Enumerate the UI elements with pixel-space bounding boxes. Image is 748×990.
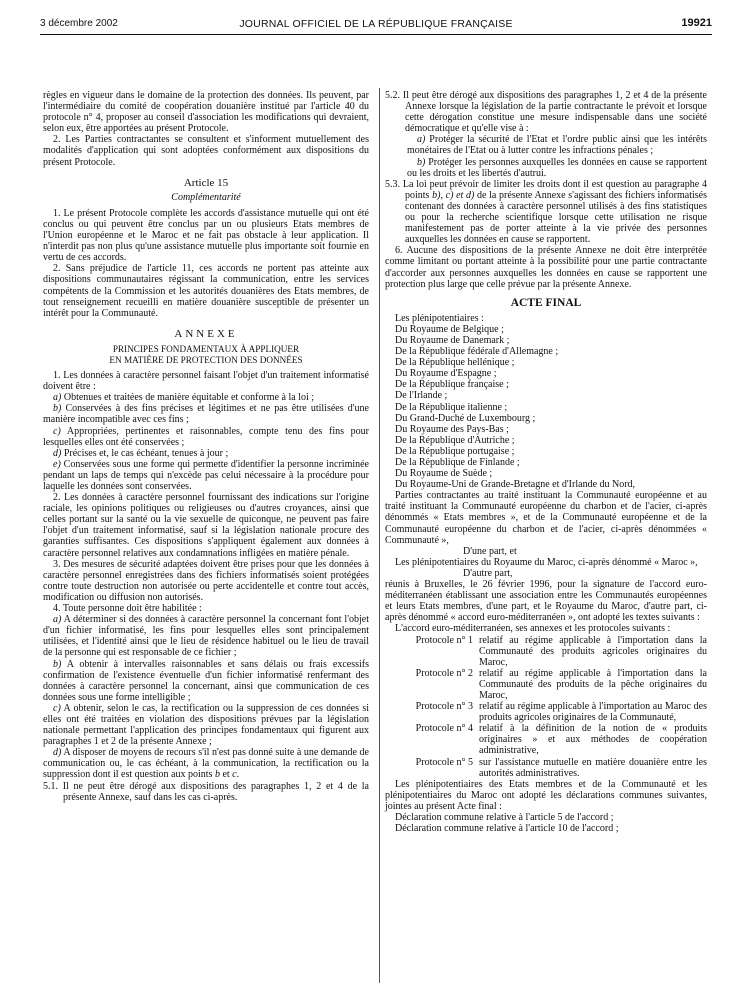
declaration-list xyxy=(385,812,707,834)
list-item: d) Précises et, le cas échéant, tenues à jour ; xyxy=(53,447,229,459)
list-item: e) Conservées sous une forme qui permette d'identifier la personne incriminée pendant un laps de temps qui n'excède pas celui nécessaire à la procédure pour laquelle les données sont conservées. xyxy=(43,458,369,492)
page-header xyxy=(40,16,712,32)
protocol-text: relatif au régime applicable à l'importation au Maroc des produits agricoles originaires de la Communauté, xyxy=(479,701,707,724)
issue-date: 3 décembre 2002 xyxy=(40,18,118,29)
paragraph: Les plénipotentiaires : xyxy=(395,312,484,324)
annex-heading: ANNEXE xyxy=(174,327,238,340)
state-item: De la République hellénique ; xyxy=(395,357,515,369)
protocol-text: relatif au régime applicable à l'importation dans la Communauté des produits agricoles originaires du Maroc, xyxy=(479,634,707,668)
state-item: De la République portugaise ; xyxy=(395,445,515,457)
paragraph: 6. Aucune des dispositions de la présente Annexe ne doit être interprétée comme limitant ou portant atteinte à la possibilité pour une partie contractante d'accorder aux personnes auxquelles les données en cause se rapportent une protection plus large que celle prévue par la présente Annexe. xyxy=(385,245,707,290)
paragraph: L'accord euro-méditerranéen, ses annexes et les protocoles suivants : xyxy=(395,623,671,635)
protocol-label: Protocole n° 4 xyxy=(415,723,473,735)
list-item: c) Appropriées, pertinentes et raisonnables, compte tenu des fins pour lesquelles elles ont été conservées ; xyxy=(43,425,369,448)
protocol-label: Protocole n° 5 xyxy=(415,756,473,768)
paragraph: 2. Les Parties contractantes se consultent et s'informent mutuellement des modalités d'application qui sont adoptées conformément aux dispositions du présent Protocole. xyxy=(43,134,369,168)
state-item: Du Grand-Duché de Luxembourg ; xyxy=(395,412,536,424)
article-subtitle: Complémentarité xyxy=(171,191,241,203)
state-item: De la République française ; xyxy=(395,379,509,391)
state-item: De la République de Finlande ; xyxy=(395,457,520,468)
protocol-label: Protocole n° 1 xyxy=(415,634,473,646)
protocol-item xyxy=(385,701,707,723)
paragraph: 5.2. Il peut être dérogé aux dispositions des paragraphes 1, 2 et 4 de la présente Annexe lorsque la législation de la partie contractante le prévoit et lorsque cette dérogation constitue une mesure indispensable dans une société démocratique et qu'elle vise à : xyxy=(385,90,707,135)
paragraph: 2. Sans préjudice de l'article 11, ces accords ne portent pas atteinte aux dispositions communautaires régissant la communication, entre les services compétents de la Commission et les autorités douanières des Etats membres, de tout renseignement recueilli en matière douanière susceptible de présenter un intérêt pour la Communauté. xyxy=(43,263,369,319)
state-item: De la République fédérale d'Allemagne ; xyxy=(395,346,559,358)
protocol-text: sur l'assistance mutuelle en matière douanière entre les autorités administratives. xyxy=(479,756,707,779)
journal-title: JOURNAL OFFICIEL DE LA RÉPUBLIQUE FRANÇAISE xyxy=(239,18,513,30)
paragraph: Les plénipotentiaires du Royaume du Maroc, ci-après dénommé « Maroc », xyxy=(395,556,698,568)
protocol-item xyxy=(385,757,707,779)
state-item: Du Royaume d'Espagne ; xyxy=(395,368,497,380)
paragraph: 4. Toute personne doit être habilitée : xyxy=(53,603,202,615)
paragraph: 1. Le présent Protocole complète les accords d'assistance mutuelle qui ont été conclus ou qui peuvent être conclus par un ou plusieurs Etats membres de l'Union européenne et le Maroc et ne fait pas obstacle à leur application. Il n'interdit pas non plus qu'une assistance mutuelle plus importante soit fournie en vertu de ces accords. xyxy=(43,207,369,264)
protocol-list xyxy=(385,635,707,779)
list-item: a) Obtenues et traitées de manière équitable et conforme à la loi ; xyxy=(53,392,315,404)
paragraph: Les plénipotentiaires des Etats membres et de la Communauté et les plénipotentiaires du Maroc ont adopté les déclarations communes suivantes, jointes au présent Acte final : xyxy=(385,778,707,812)
declaration-item: Déclaration commune relative à l'article 5 de l'accord ; xyxy=(395,812,614,823)
annex-title-line1: PRINCIPES FONDAMENTAUX À APPLIQUER xyxy=(112,343,300,354)
protocol-label: Protocole n° 2 xyxy=(415,667,473,679)
annex-title-line2: EN MATIÈRE DE PROTECTION DES DONNÉES xyxy=(109,354,303,365)
paragraph: 2. Les données à caractère personnel fournissant des indications sur l'origine raciale, les opinions politiques ou religieuses ou d'autres croyances, ainsi que celles portant sur la santé ou la vie sexuelle de quiconque, ne peuvent pas faire l'objet d'un traitement informatisé, sauf si la législation nationale procure des garanties suffisantes. Ces dispositions s'appliquent également aux données à caractère personnel relatives aux condamnations infligées en matière pénale. xyxy=(43,492,369,559)
list-item: b) A obtenir à intervalles raisonnables et sans délais ou frais excessifs confirmation de l'existence éventuelle d'un fichier informatisé renfermant des données à caractère personnel la concernant, ainsi que communication de ces données sous une forme intelligible ; xyxy=(43,658,369,703)
column-separator xyxy=(379,88,380,983)
state-item: Du Royaume de Belgique ; xyxy=(395,323,504,335)
paragraph: 1. Les données à caractère personnel faisant l'objet d'un traitement informatisé doivent être : xyxy=(43,370,369,393)
state-item: De l'Irlande ; xyxy=(395,390,448,402)
list-item: a) Protéger la sécurité de l'Etat et l'ordre public ainsi que les intérêts monétaires de l'Etat ou à lutter contre les infractions pénales ; xyxy=(407,134,707,157)
protocol-item xyxy=(385,635,707,668)
list-item: c) A obtenir, selon le cas, la rectification ou la suppression de ces données si elles ont été traitées en violation des dispositions prévues par la législation nationale permettant l'application des principes fondamentaux qui figurent aux paragraphes 1 et 2 de la présente Annexe ; xyxy=(43,702,369,748)
protocol-label: Protocole n° 3 xyxy=(415,701,473,713)
right-column xyxy=(385,90,707,834)
protocol-item xyxy=(385,668,707,701)
paragraph: D'autre part, xyxy=(463,567,513,579)
state-item: Du Royaume-Uni de Grande-Bretagne et d'Irlande du Nord, xyxy=(395,479,636,491)
section-heading: ACTE FINAL xyxy=(510,296,582,309)
state-item: De la République italienne ; xyxy=(395,401,508,413)
left-column xyxy=(43,90,369,803)
state-item: Du Royaume de Suède ; xyxy=(395,468,493,480)
paragraph: Parties contractantes au traité instituant la Communauté européenne et au traité instituant la Communauté européenne du charbon et de l'acier, ci-après dénommés « Etats membres », et de la Communauté européenne et de la Communauté européenne du charbon et de l'acier, ci-après dénommées « Communauté », xyxy=(385,490,707,546)
declaration-item: Déclaration commune relative à l'article 10 de l'accord ; xyxy=(395,823,619,835)
page-number: 19921 xyxy=(681,17,712,29)
paragraph: 5.1. Il ne peut être dérogé aux dispositions des paragraphes 1, 2 et 4 de la présente Annexe, sauf dans les cas ci-après. xyxy=(43,780,369,803)
state-item: Du Royaume des Pays-Bas ; xyxy=(395,423,509,435)
paragraph: D'une part, et xyxy=(463,545,517,557)
state-item: Du Royaume de Danemark ; xyxy=(395,334,510,346)
protocol-item xyxy=(385,723,707,756)
article-heading: Article 15 xyxy=(183,176,229,189)
state-list xyxy=(385,324,707,490)
paragraph: 3. Des mesures de sécurité adaptées doivent être prises pour que les données à caractère personnel enregistrées dans des fichiers informatisés soient protégées contre toute destruction non autorisée ou perte accidentelle et contre tout accès, modification ou diffusion non autorisés. xyxy=(43,558,369,603)
list-item: b) Conservées à des fins précises et légitimes et ne pas être utilisées d'une manière incompatible avec ces fins ; xyxy=(43,403,369,426)
header-rule xyxy=(40,34,712,35)
list-item: b) Protéger les personnes auxquelles les données en cause se rapportent ou les droits et les libertés d'autrui. xyxy=(407,156,707,179)
list-item: d) A disposer de moyens de recours s'il n'est pas donné suite à une demande de communication ou, le cas échéant, à la communication, la rectification ou la suppression dont il est question aux points b et c. xyxy=(43,747,369,781)
paragraph: règles en vigueur dans le domaine de la protection des données. Ils peuvent, par l'intermédiaire du comité de coopération douanière institué par l'article 40 du protocole n° 4, proposer au conseil d'association les modifications qui devraient, selon eux, être apportées au présent Protocole. xyxy=(43,90,369,135)
state-item: De la République d'Autriche ; xyxy=(395,434,515,446)
protocol-text: relatif à la définition de la notion de « produits originaires » et aux méthodes de coopération administrative, xyxy=(479,723,707,757)
paragraph: 5.3. La loi peut prévoir de limiter les droits dont il est question au paragraphe 4 points b), c) et d) de la présente Annexe s'agissant des fichiers informatisés contenant des données à caractère personnel utilisés à des fins statistiques ou pour la recherche scientifique lorsque cette utilisation ne risque manifestement pas de porter atteinte à la vie privée des personnes auxquelles les données en cause se rapportent. xyxy=(385,178,707,246)
paragraph: réunis à Bruxelles, le 26 février 1996, pour la signature de l'accord euro-méditerranéen établissant une association entre les Communautés européennes et leurs Etats membres, d'une part, et le Royaume du Maroc, d'autre part, ci-après dénommé « accord euro-méditerranéen », ont adopté les textes suivants : xyxy=(385,579,707,624)
list-item: a) A déterminer si des données à caractère personnel la concernant font l'objet d'un fichier informatisé, les fins pour lesquelles elles sont principalement utilisées, et l'identité ainsi que le lieu de résidence habituel ou le lieu de travail de la personne qui est responsable de ce fichier ; xyxy=(43,614,369,659)
protocol-text: relatif au régime applicable à l'importation dans la Communauté des produits de la pêche originaires du Maroc, xyxy=(479,667,707,701)
